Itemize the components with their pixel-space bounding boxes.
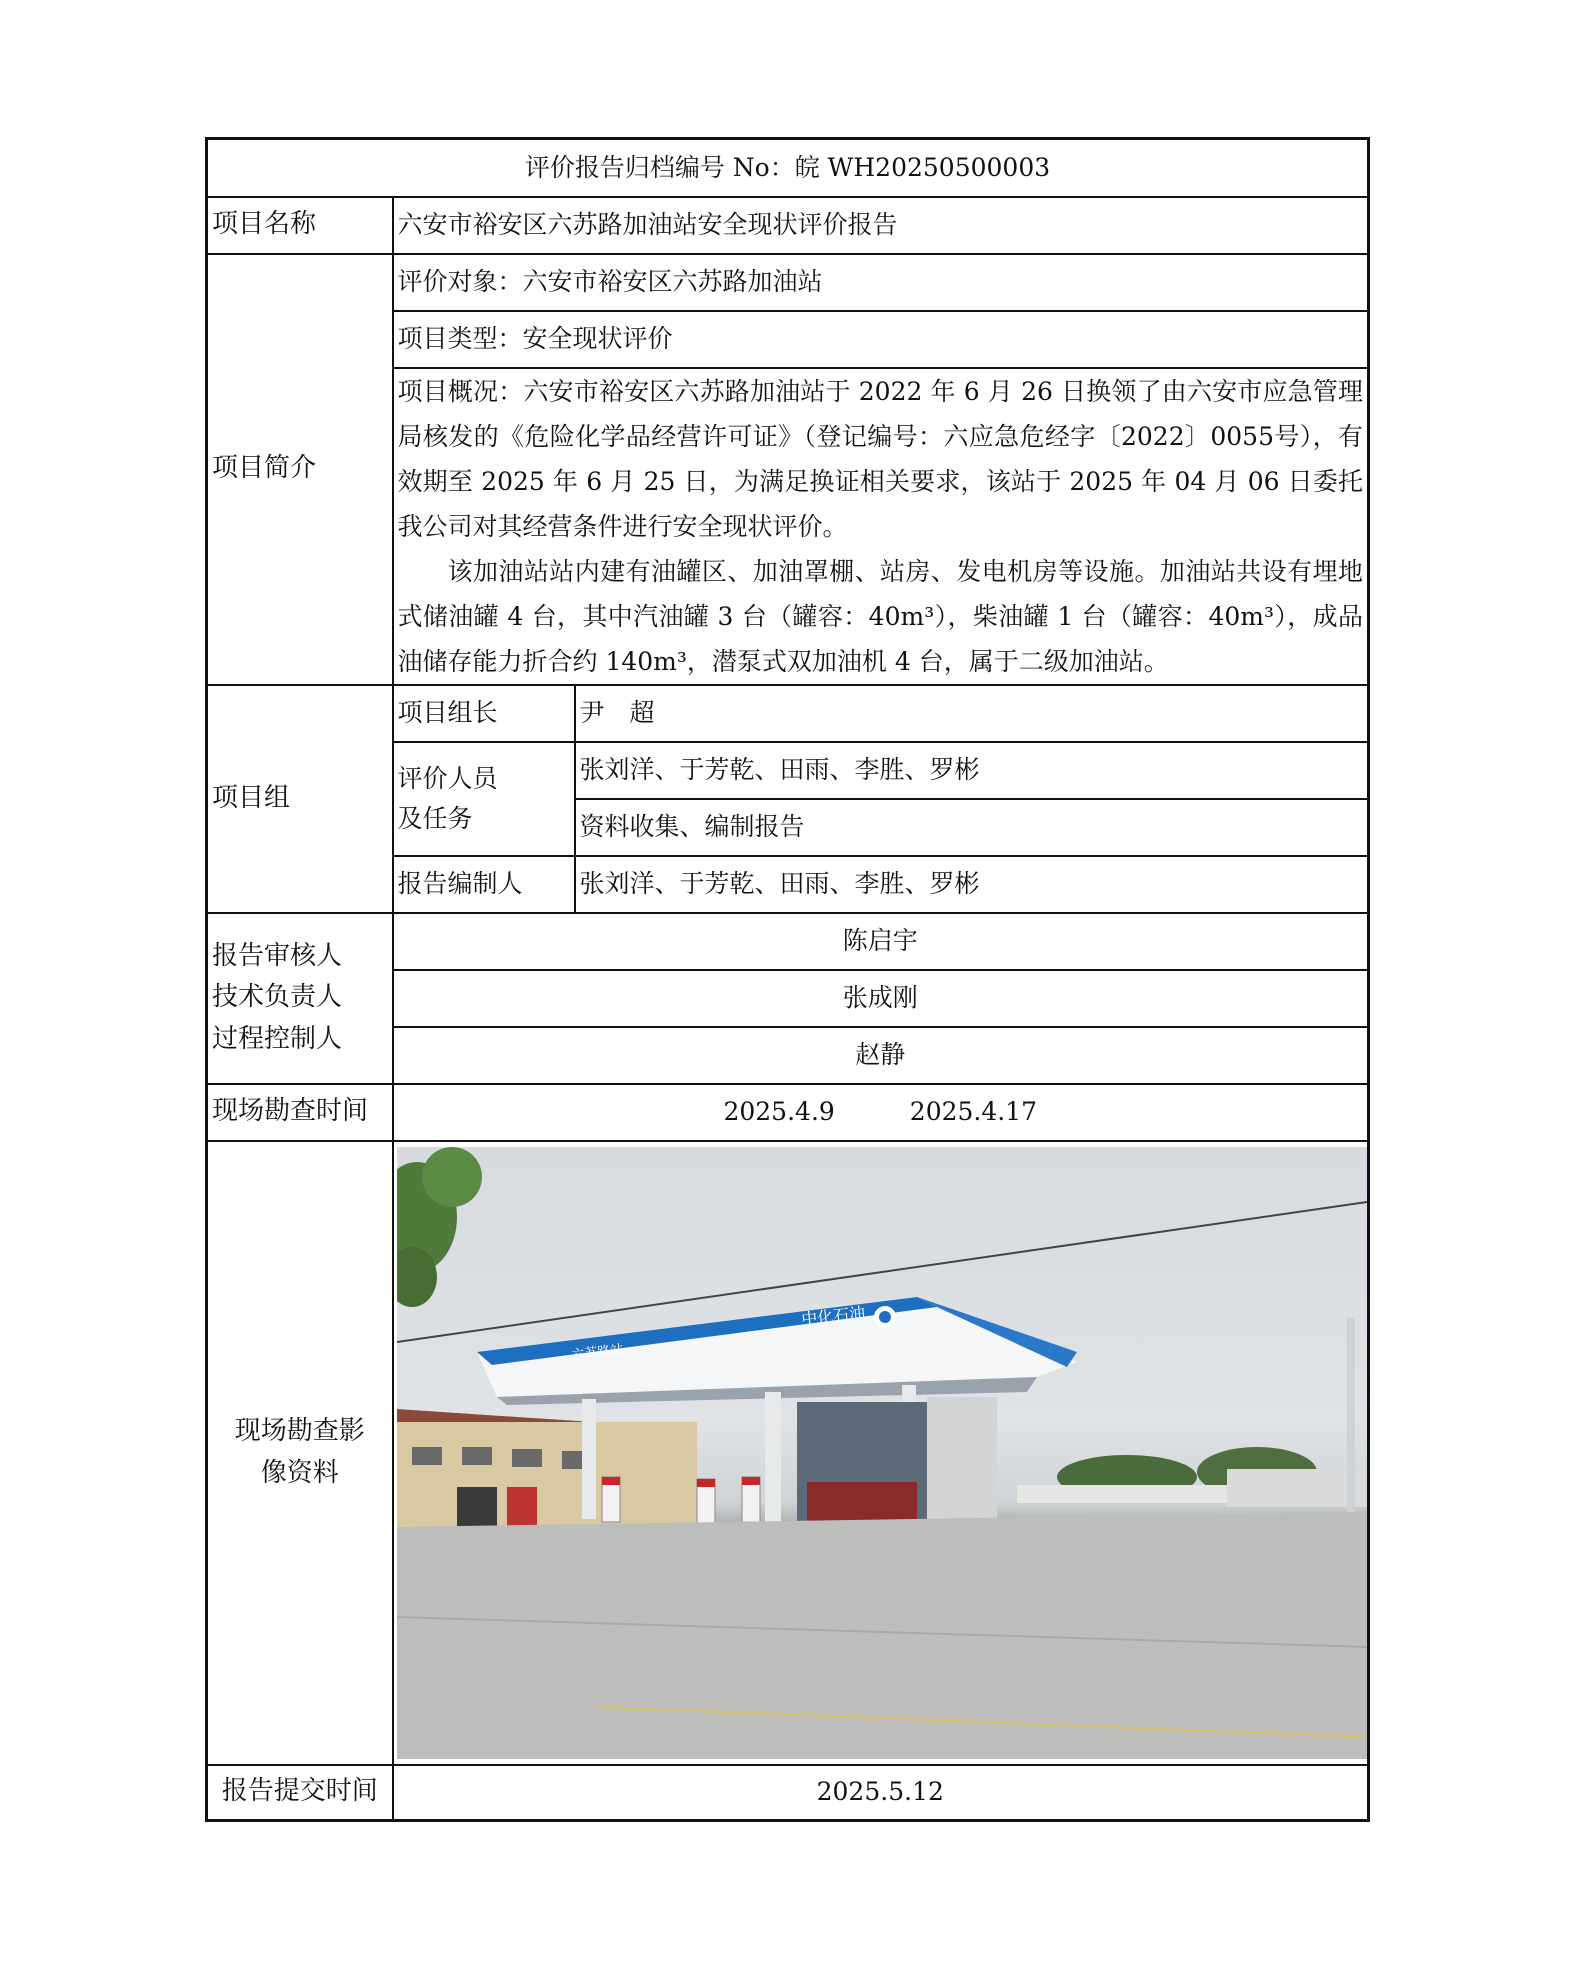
- project-overview: [393, 368, 1369, 685]
- submit-time-row: [207, 1765, 1369, 1821]
- gas-station-photo: [397, 1147, 1367, 1759]
- canopy-brand-name: 中化石油: [799, 1302, 866, 1329]
- reviewers-label: [207, 913, 393, 1084]
- overview-paragraph-2: 该加油站站内建有油罐区、加油罩棚、站房、发电机房等设施。加油站共设有埋地式储油罐 4 台，其中汽油罐 3 台（罐容：40m³），柴油罐 1 台（罐容：40m³），成品油储存能力折合约 140m³，潜泵式双加油机 4 台，属于二级加油站。: [397, 556, 1363, 676]
- submit-time-value: 2025.5.12: [393, 1765, 1369, 1821]
- tech-lead-label: 技术负责人: [212, 982, 343, 1013]
- reviewer-value: 陈启宇: [393, 913, 1369, 970]
- process-controller-label: 过程控制人: [212, 1023, 343, 1054]
- canopy-icon: [477, 1297, 1077, 1405]
- tree-icon: [397, 1147, 482, 1307]
- gas-station-illustration: [397, 1147, 1367, 1759]
- report-sheet: [205, 137, 1367, 1822]
- project-name-row: [207, 197, 1369, 254]
- left-building-icon: [397, 1409, 697, 1527]
- submit-time-label: 报告提交时间: [207, 1765, 393, 1821]
- evaluators-label-line-2: 及任务: [397, 803, 473, 833]
- compiler-label: 报告编制人: [393, 856, 575, 913]
- survey-time-label: 现场勘查时间: [207, 1084, 393, 1141]
- report-table: [205, 137, 1370, 1822]
- leader-label: 项目组长: [393, 685, 575, 742]
- canopy-station-name: 六苏路站: [570, 1342, 624, 1363]
- project-object-row: [207, 254, 1369, 311]
- survey-time-value: 2025.4.9 2025.4.17: [393, 1084, 1369, 1141]
- background-trees-icon: [1017, 1447, 1367, 1507]
- tasks-value: 资料收集、编制报告: [575, 799, 1369, 856]
- reviewer-row: [207, 913, 1369, 970]
- project-group-label: 项目组: [207, 685, 393, 913]
- leader-value: 尹 超: [575, 685, 1369, 742]
- project-type: 项目类型：安全现状评价: [393, 311, 1369, 368]
- survey-images-label: [207, 1141, 393, 1765]
- process-controller-value: 赵静: [393, 1027, 1369, 1084]
- project-object: 评价对象：六安市裕安区六苏路加油站: [393, 254, 1369, 311]
- project-intro-label: 项目简介: [207, 254, 393, 685]
- survey-time-row: [207, 1084, 1369, 1141]
- survey-images-label-line-1: 现场勘查影: [234, 1415, 365, 1446]
- compiler-value: 张刘洋、于芳乾、田雨、李胜、罗彬: [575, 856, 1369, 913]
- leader-row: [207, 685, 1369, 742]
- archive-number: 评价报告归档编号 No：皖 WH20250500003: [207, 139, 1369, 197]
- reviewer-label: 报告审核人: [212, 940, 343, 971]
- tech-lead-value: 张成刚: [393, 970, 1369, 1027]
- evaluators-label: [393, 742, 575, 856]
- station-building-icon: [797, 1397, 997, 1522]
- evaluators-value: 张刘洋、于芳乾、田雨、李胜、罗彬: [575, 742, 1369, 799]
- survey-images-row: [207, 1141, 1369, 1765]
- overview-paragraph-1: 项目概况：六安市裕安区六苏路加油站于 2022 年 6 月 26 日换领了由六安市应急管理局核发的《危险化学品经营许可证》（登记编号：六应急危经字〔2022〕0055号），有效期至 2025 年 6 月 25 日，为满足换证相关要求，该站于 2025 年 04 月 06 日委托我公司对其经营条件进行安全现状评价。: [397, 376, 1363, 541]
- project-name-value: 六安市裕安区六苏路加油站安全现状评价报告: [393, 197, 1369, 254]
- project-name-label: 项目名称: [207, 197, 393, 254]
- survey-images-label-line-2: 像资料: [260, 1457, 339, 1488]
- survey-photo-cell: [393, 1141, 1369, 1765]
- evaluators-label-line-1: 评价人员: [397, 763, 498, 793]
- archive-row: [207, 139, 1369, 197]
